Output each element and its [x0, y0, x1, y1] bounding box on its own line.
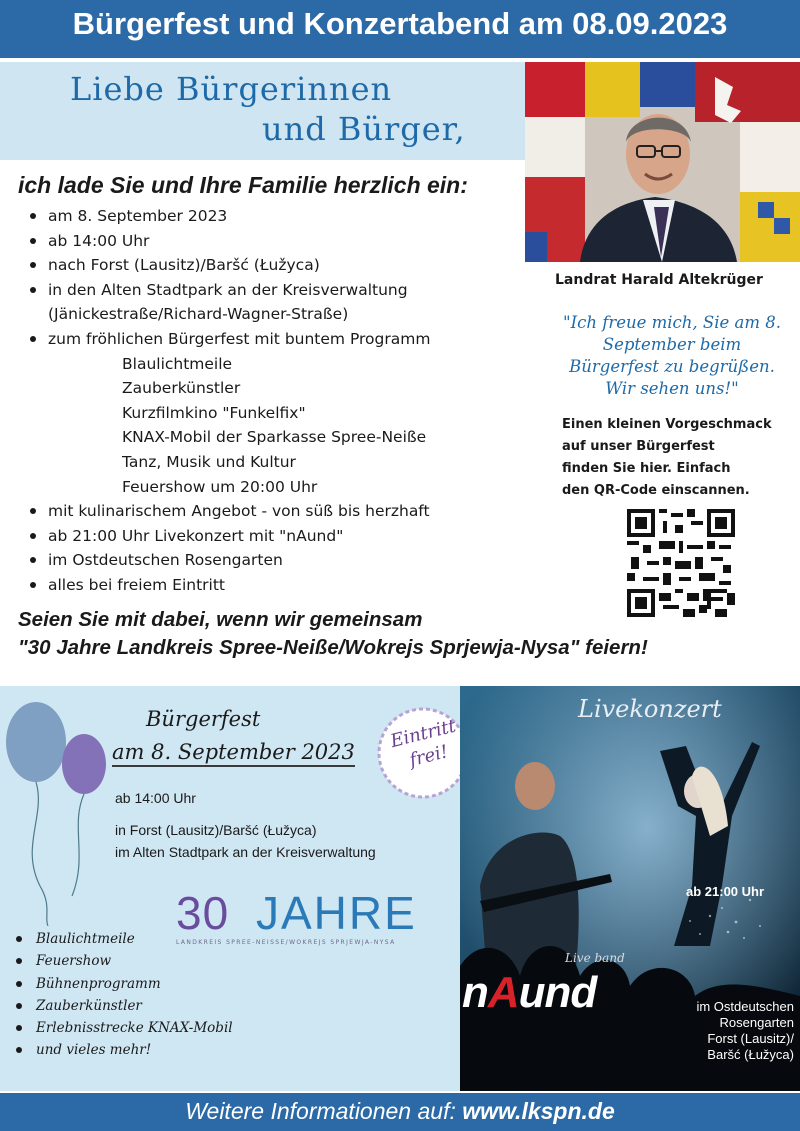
page-title: Bürgerfest und Konzertabend am 08.09.2023: [72, 6, 728, 41]
list-item: in den Alten Stadtpark an der Kreisverwaltung: [30, 278, 430, 303]
anniversary-logo-word: JAHRE: [256, 887, 417, 939]
bullet: [30, 557, 36, 563]
program-item: Tanz, Musik und Kultur: [122, 452, 296, 471]
bullet: [16, 936, 22, 942]
buergerfest-title: Bürgerfest: [146, 707, 261, 731]
bullet: [16, 1025, 22, 1031]
photo-caption: Landrat Harald Altekrüger: [555, 272, 763, 288]
list-item: nach Forst (Lausitz)/Baršć (Łužyca): [30, 253, 430, 278]
list-item: Blaulichtmeile: [16, 928, 233, 950]
list-item: ab 14:00 Uhr: [30, 229, 430, 254]
closing-line-1: Seien Sie mit dabei, wenn wir gemeinsam: [18, 608, 423, 631]
list-item: zum fröhlichen Bürgerfest mit buntem Programm: [30, 327, 430, 352]
highlights-list: [16, 928, 233, 1062]
band-logo-prefix: n: [462, 968, 488, 1017]
bullet: [30, 238, 36, 244]
quote: "Ich freue mich, Sie am 8. September beim Bürgerfest zu begrüßen. Wir sehen uns!": [563, 313, 781, 398]
concert-place: Rosengarten: [719, 1015, 794, 1030]
program-item: Kurzfilmkino "Funkelfix": [122, 403, 306, 422]
list-item: mit kulinarischem Angebot - von süß bis herzhaft: [30, 499, 430, 524]
teaser-line: Einen kleinen Vorgeschmack: [562, 417, 772, 432]
balloons-icon: [0, 696, 120, 926]
bullet: [16, 958, 22, 964]
bullet: [16, 981, 22, 987]
program-item: KNAX-Mobil der Sparkasse Spree-Neiße: [122, 428, 427, 447]
buergerfest-place: in Forst (Lausitz)/Baršć (Łužyca): [115, 822, 317, 838]
list-item: und vieles mehr!: [16, 1039, 233, 1061]
bullet: [30, 533, 36, 539]
anniversary-logo-subtitle: LANDKREIS SPREE-NEISSE/WOKREJS SPRJEWJA-NYSA: [176, 939, 396, 946]
buergerfest-date: am 8. September 2023: [112, 740, 355, 767]
band-logo-subtitle: Live band: [565, 951, 625, 965]
list-item: am 8. September 2023: [30, 204, 430, 229]
program-item: Feuershow um 20:00 Uhr: [122, 477, 318, 496]
bullet: [30, 262, 36, 268]
bullet: [30, 582, 36, 588]
qr-teaser: [562, 414, 792, 502]
divider: [0, 58, 800, 61]
bullet: [30, 287, 36, 293]
band-logo: [462, 968, 596, 1018]
buergerfest-place: im Alten Stadtpark an der Kreisverwaltung: [115, 844, 376, 860]
concert-title: Livekonzert: [578, 695, 722, 723]
list-item: Feuershow: [16, 950, 233, 972]
concert-place: im Ostdeutschen: [696, 999, 794, 1014]
bullet: [30, 508, 36, 514]
list-item: Erlebnisstrecke KNAX-Mobil: [16, 1017, 233, 1039]
band-logo-suffix: und: [518, 968, 597, 1017]
list-item: ab 21:00 Uhr Livekonzert mit "nAund": [30, 524, 430, 549]
teaser-line: den QR-Code einscannen.: [562, 483, 750, 498]
list-item-continuation: (Jänickestraße/Richard-Wagner-Straße): [48, 305, 349, 324]
free-entry-text: Eintritt frei!: [388, 715, 459, 772]
teaser-line: auf unser Bürgerfest: [562, 439, 715, 454]
event-details-list: [30, 204, 430, 598]
bullet: [16, 1047, 22, 1053]
footer-prefix: Weitere Informationen auf:: [185, 1098, 456, 1124]
qr-code[interactable]: [627, 509, 735, 617]
concert-time: ab 21:00 Uhr: [686, 884, 765, 899]
greeting-line-2: und Bürger,: [262, 110, 466, 148]
portrait-photo: [525, 62, 800, 262]
greeting-line-1: Liebe Bürgerinnen: [70, 70, 393, 108]
bullet: [16, 1003, 22, 1009]
concert-place: Forst (Lausitz)/: [707, 1031, 794, 1046]
program-item: Blaulichtmeile: [122, 354, 233, 373]
anniversary-logo-number: 30: [176, 887, 230, 939]
program-item: Zauberkünstler: [122, 379, 241, 398]
website-link[interactable]: www.lkspn.de: [462, 1098, 615, 1124]
list-item: im Ostdeutschen Rosengarten: [30, 548, 430, 573]
concert-place: Baršć (Łužyca): [707, 1047, 794, 1062]
footer-text: [0, 1098, 800, 1125]
teaser-line: finden Sie hier. Einfach: [562, 461, 731, 476]
bullet: [30, 213, 36, 219]
bullet: [30, 336, 36, 342]
list-item: alles bei freiem Eintritt: [30, 573, 430, 598]
invitation-heading: ich lade Sie und Ihre Familie herzlich ein:: [18, 172, 468, 198]
buergerfest-time: ab 14:00 Uhr: [115, 790, 196, 806]
list-item: Zauberkünstler: [16, 995, 233, 1017]
closing-line-2: "30 Jahre Landkreis Spree-Neiße/Wokrejs Sprjewja-Nysa" feiern!: [18, 636, 648, 659]
band-logo-accent: A: [487, 968, 519, 1017]
list-item: Bühnenprogramm: [16, 973, 233, 995]
